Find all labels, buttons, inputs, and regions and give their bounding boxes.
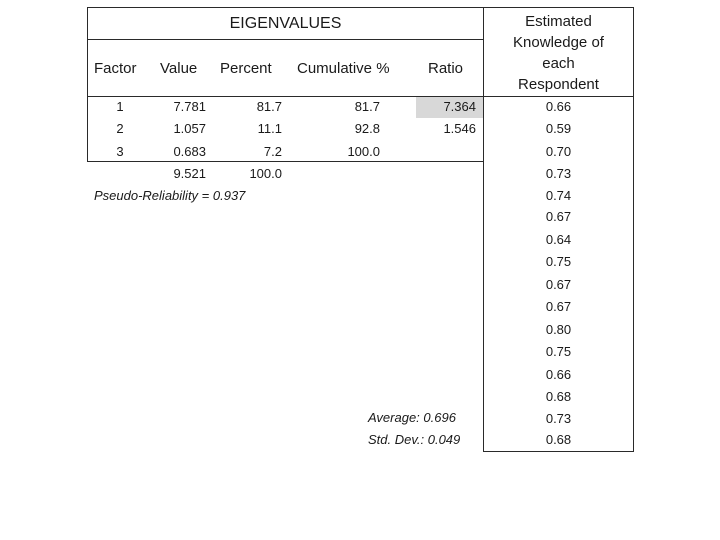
header-percent: Percent (220, 60, 272, 77)
row1-factor: 1 (116, 99, 124, 114)
knowledge-header-line-1: Estimated (525, 13, 592, 30)
knowledge-value: 0.75 (545, 254, 572, 269)
knowledge-value: 0.74 (545, 188, 572, 203)
knowledge-value: 0.64 (545, 232, 572, 247)
row3-value: 0.683 (173, 144, 206, 159)
eigen-bottom-border (87, 161, 484, 162)
knowledge-bottom-border (483, 451, 634, 452)
row1-value: 7.781 (173, 99, 206, 114)
eigen-title-divider (87, 39, 484, 40)
row1-percent: 81.7 (256, 99, 282, 114)
average-label: Average: 0.696 (368, 410, 456, 425)
row1-cumulative: 81.7 (354, 99, 380, 114)
total-percent: 100.0 (249, 166, 282, 181)
knowledge-value: 0.73 (545, 166, 572, 181)
pseudo-reliability: Pseudo-Reliability = 0.937 (94, 188, 246, 203)
row2-percent: 11.1 (257, 121, 282, 136)
knowledge-value: 0.66 (545, 367, 572, 382)
knowledge-right-border (633, 7, 634, 452)
row3-cumulative: 100.0 (347, 144, 380, 159)
knowledge-header-line-3: each (542, 55, 575, 72)
row2-ratio: 1.546 (443, 121, 476, 136)
row2-value: 1.057 (173, 121, 206, 136)
row2-cumulative: 92.8 (354, 121, 380, 136)
knowledge-value: 0.66 (545, 99, 572, 114)
knowledge-value: 0.80 (545, 322, 572, 337)
row3-factor: 3 (116, 144, 124, 159)
knowledge-value: 0.70 (545, 144, 572, 159)
row1-ratio: 7.364 (443, 99, 476, 114)
knowledge-value: 0.59 (545, 121, 572, 136)
knowledge-value: 0.67 (545, 299, 572, 314)
eigenvalues-title: EIGENVALUES (229, 15, 342, 32)
header-cumulative: Cumulative % (297, 60, 390, 77)
knowledge-top-border (483, 7, 634, 8)
knowledge-header-line-4: Respondent (518, 76, 599, 93)
knowledge-value: 0.73 (545, 411, 572, 426)
knowledge-value: 0.67 (545, 277, 572, 292)
knowledge-value: 0.75 (545, 344, 572, 359)
row3-percent: 7.2 (263, 144, 282, 159)
knowledge-header-divider (483, 96, 634, 97)
eigen-top-border (87, 7, 484, 8)
knowledge-header (484, 11, 633, 95)
row2-factor: 2 (116, 121, 124, 136)
knowledge-value: 0.68 (545, 432, 572, 447)
std-dev-label: Std. Dev.: 0.049 (368, 432, 461, 447)
knowledge-value: 0.67 (545, 209, 572, 224)
header-ratio: Ratio (428, 60, 464, 77)
header-value: Value (160, 60, 198, 77)
header-factor: Factor (94, 60, 137, 77)
knowledge-header-line-2: Knowledge of (513, 34, 604, 51)
total-value: 9.521 (173, 166, 206, 181)
knowledge-value: 0.68 (545, 389, 572, 404)
